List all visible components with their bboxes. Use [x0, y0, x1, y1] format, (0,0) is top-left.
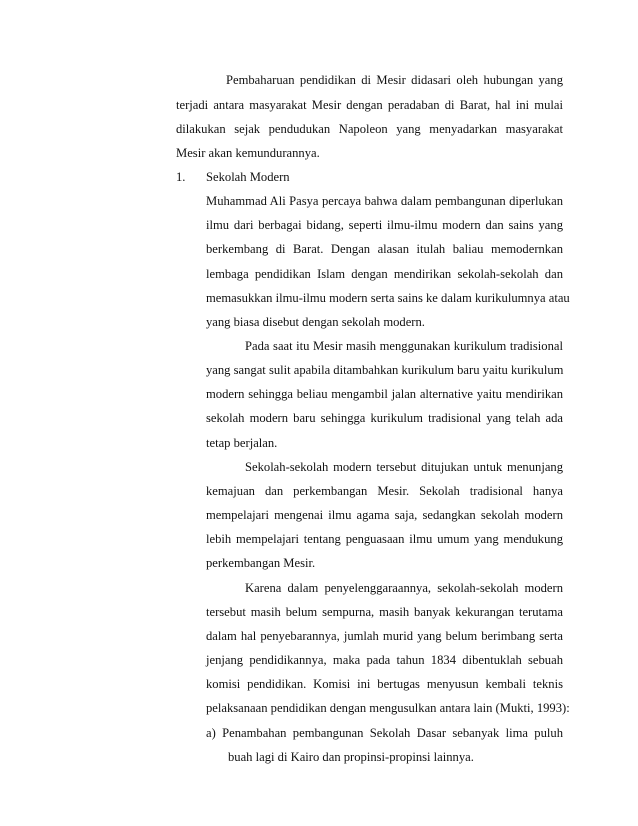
p1-line-5: memasukkan ilmu-ilmu modern serta sains ke dalam kurikulumnya atau — [206, 291, 570, 305]
section-title: Sekolah Modern — [206, 170, 290, 184]
section-number: 1. — [176, 170, 186, 184]
p4-line-2: tersebut masih belum sempurna, masih banyak kekurangan terutama — [206, 605, 563, 619]
p4-line-1: Karena dalam penyelenggaraannya, sekolah-sekolah modern — [245, 581, 563, 595]
p3-line-5: perkembangan Mesir. — [206, 556, 316, 570]
intro-line-4: Mesir akan kemundurannya. — [176, 146, 320, 160]
list-item-a-line-2: buah lagi di Kairo dan propinsi-propinsi lainnya. — [228, 750, 474, 764]
p2-line-5: tetap berjalan. — [206, 436, 278, 450]
p3-line-1: Sekolah-sekolah modern tersebut ditujukan untuk menunjang — [245, 460, 563, 474]
p1-line-6: yang biasa disebut dengan sekolah modern. — [206, 315, 425, 329]
intro-line-2: terjadi antara masyarakat Mesir dengan peradaban di Barat, hal ini mulai — [176, 98, 563, 112]
p3-line-3: mempelajari mengenai ilmu agama saja, sedangkan sekolah modern — [206, 508, 563, 522]
intro-line-1: Pembaharuan pendidikan di Mesir didasari oleh hubungan yang — [226, 73, 563, 87]
list-item-a-line-1: a) Penambahan pembangunan Sekolah Dasar sebanyak lima puluh — [206, 726, 563, 740]
p4-line-6: pelaksanaan pendidikan dengan mengusulkan antara lain (Mukti, 1993): — [206, 701, 570, 715]
p3-line-4: lebih mempelajari tentang penguasaan ilmu umum yang mendukung — [206, 532, 563, 546]
intro-line-3: dilakukan sejak pendudukan Napoleon yang menyadarkan masyarakat — [176, 122, 563, 136]
p4-line-3: dalam hal penyebarannya, jumlah murid yang belum berimbang serta — [206, 629, 563, 643]
p1-line-2: ilmu dari berbagai bidang, seperti ilmu-ilmu modern dan sains yang — [206, 218, 563, 232]
p2-line-1: Pada saat itu Mesir masih menggunakan kurikulum tradisional — [245, 339, 563, 353]
p2-line-4: sekolah modern baru sehingga kurikulum tradisional yang telah ada — [206, 411, 563, 425]
p1-line-1: Muhammad Ali Pasya percaya bahwa dalam pembangunan diperlukan — [206, 194, 563, 208]
p2-line-3: modern sehingga beliau mengambil jalan alternative yaitu mendirikan — [206, 387, 563, 401]
p1-line-3: berkembang di Barat. Dengan alasan itulah baliau memodernkan — [206, 242, 563, 256]
p2-line-2: yang sangat sulit apabila ditambahkan kurikulum baru yaitu kurikulum — [206, 363, 564, 377]
p4-line-5: komisi pendidikan. Komisi ini bertugas menyusun kembali teknis — [206, 677, 563, 691]
p1-line-4: lembaga pendidikan Islam dengan mendirikan sekolah-sekolah dan — [206, 267, 563, 281]
p4-line-4: jenjang pendidikannya, maka pada tahun 1834 dibentuklah sebuah — [206, 653, 563, 667]
p3-line-2: kemajuan dan perkembangan Mesir. Sekolah tradisional hanya — [206, 484, 563, 498]
